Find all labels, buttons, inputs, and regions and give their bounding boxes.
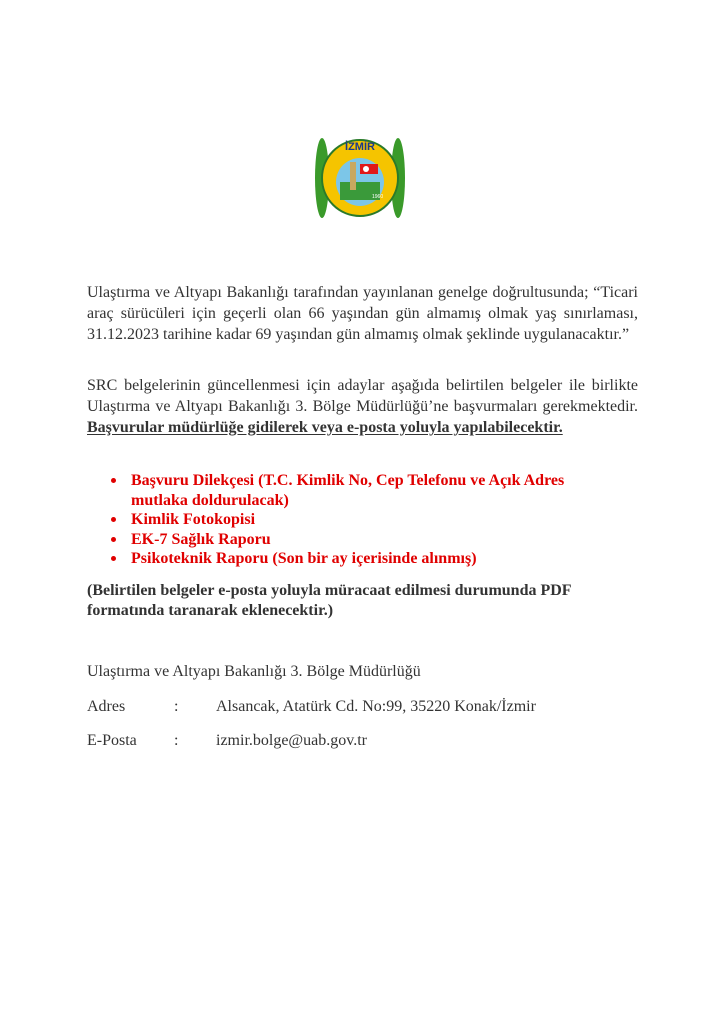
email-value[interactable]: izmir.bolge@uab.gov.tr: [216, 732, 367, 749]
application-bold-note: Başvurular müdürlüğe gidilerek veya e-posta yoluyla yapılabilecektir.: [87, 419, 563, 436]
required-documents-list: [87, 471, 607, 569]
address-value: Alsancak, Atatürk Cd. No:99, 35220 Konak/İzmir: [216, 698, 536, 715]
chamber-logo: [310, 128, 410, 228]
svg-text:İZMİR: İZMİR: [345, 141, 375, 153]
intro-paragraph: Ulaştırma ve Altyapı Bakanlığı tarafından yayınlanan genelge doğrultusunda; “Ticari araç sürücüleri için geçerli olan 66 yaşından gün almamış olmak yaş sınırlaması, 31.12.2023 tarihine kadar 69 yaşından gün almamış olmak şeklinde uygulanacaktır.”: [87, 284, 638, 343]
pdf-note: (Belirtilen belgeler e-posta yoluyla müracaat edilmesi durumunda PDF formatında taranarak eklenecektir.): [87, 582, 571, 619]
list-item: Kimlik Fotokopisi: [87, 510, 607, 530]
list-item: Psikoteknik Raporu (Son bir ay içerisinde alınmış): [87, 549, 607, 569]
application-paragraph: [87, 375, 638, 438]
list-item: Başvuru Dilekçesi (T.C. Kimlik No, Cep Telefonu ve Açık Adres mutlaka doldurulacak): [87, 471, 607, 510]
address-label: Adres: [87, 698, 126, 715]
svg-text:1960: 1960: [372, 194, 384, 200]
list-item: EK-7 Sağlık Raporu: [87, 530, 607, 550]
application-text: SRC belgelerinin güncellenmesi için adaylar aşağıda belirtilen belgeler ile birlikte Ulaştırma ve Altyapı Bakanlığı 3. Bölge Müdürlüğü’ne başvurmaları gerekmektedir.: [87, 377, 638, 415]
email-label: E-Posta: [87, 732, 137, 749]
